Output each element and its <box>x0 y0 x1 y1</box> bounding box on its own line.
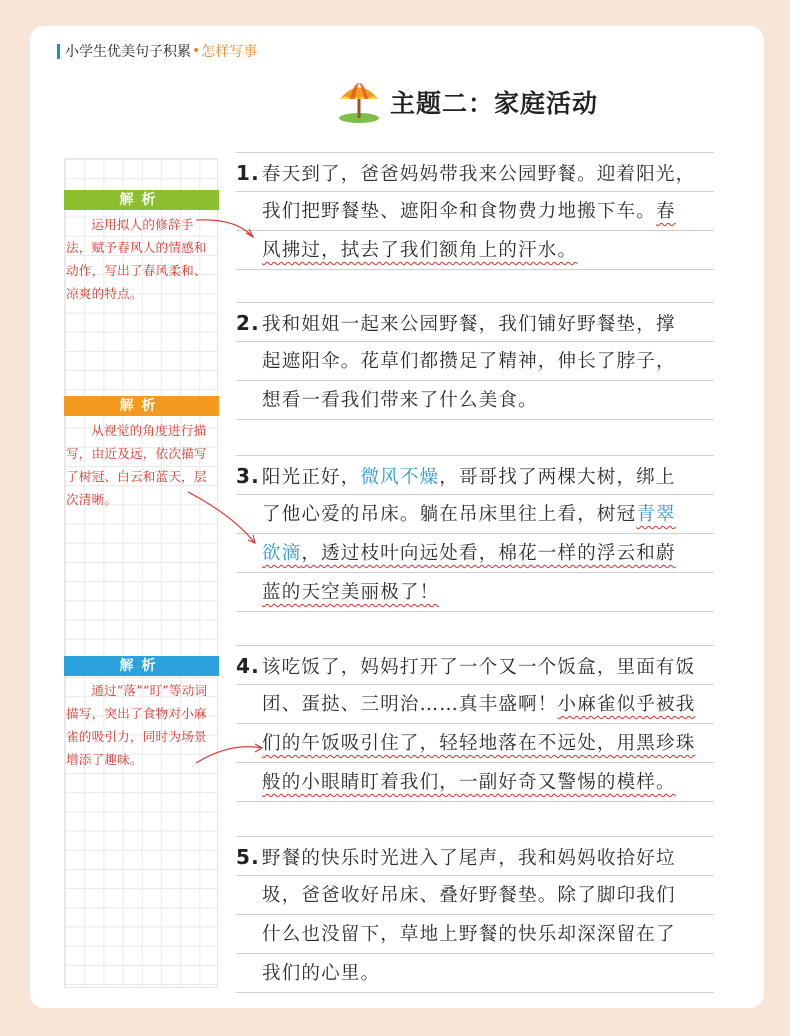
text-segment: 我和姐姐一起来公园野餐，我们铺好野餐垫，撑 <box>261 314 676 335</box>
note-2-text: 从视觉的角度进行描写，由近及远，依次描写了树冠、白云和蓝天，层次清晰。 <box>66 423 207 507</box>
text-line <box>236 455 714 495</box>
note-1-text: 运用拟人的修辞手法，赋予春风人的情感和动作，写出了春风柔和、凉爽的特点。 <box>66 217 207 301</box>
item-number: 5. <box>236 845 260 869</box>
text-line <box>236 915 714 954</box>
text-segment: 了他心爱的吊床。躺在吊床里往上看，树冠 <box>262 504 637 525</box>
item-4 <box>236 645 714 802</box>
text-segment: ，哥哥找了两棵大树，绑上 <box>439 467 676 488</box>
text-line <box>236 836 714 876</box>
text-segment: 什么也没留下，草地上野餐的快乐却深深留在了 <box>262 924 676 945</box>
item-2 <box>236 302 714 420</box>
text-line <box>236 495 714 534</box>
page-title: 主题二：家庭活动 <box>390 89 599 118</box>
text-line <box>236 302 714 342</box>
text-line <box>236 342 714 381</box>
text-segment: 圾，爸爸收好吊床、叠好野餐垫。除了脚印我们 <box>262 885 676 906</box>
header-accent-bar <box>57 44 60 59</box>
text-segment: 春 <box>656 201 676 222</box>
text-segment: ，透过枝叶向远处看，棉花一样的浮云和蔚 <box>301 543 676 564</box>
text-line <box>236 724 714 763</box>
text-line <box>236 645 714 685</box>
text-line <box>236 192 714 231</box>
text-line <box>236 152 714 192</box>
text-segment: 阳光正好， <box>261 467 361 488</box>
text-segment: 该吃饭了，妈妈打开了一个又一个饭盒，里面有饭 <box>261 657 696 678</box>
running-header <box>57 41 257 61</box>
text-segment: 我们把野餐垫、遮阳伞和食物费力地搬下车。 <box>262 201 657 222</box>
item-5 <box>236 836 714 993</box>
text-segment: 我们的心里。 <box>262 963 381 984</box>
text-segment: 们的午饭吸引住了，轻轻地落在不远处，用黑珍珠 <box>262 733 696 754</box>
text-segment: 蓝的天空美丽极了！ <box>262 582 440 603</box>
item-number: 2. <box>236 311 260 335</box>
text-segment: 风拂过，拭去了我们额角上的汗水。 <box>262 240 578 261</box>
text-segment: 起遮阳伞。花草们都攒足了精神，伸长了脖子， <box>262 351 676 372</box>
item-3 <box>236 455 714 612</box>
header-separator: • <box>192 43 201 59</box>
text-line <box>236 573 714 612</box>
note-3-head: 解析 <box>64 656 219 676</box>
section-title: 怎样写事 <box>201 44 258 60</box>
item-number: 4. <box>236 654 260 678</box>
text-segment: 团、蛋挞、三明治……真丰盛啊！ <box>262 694 558 715</box>
text-line <box>236 534 714 573</box>
text-segment: 欲滴 <box>262 543 302 564</box>
text-line <box>236 876 714 915</box>
text-line <box>236 954 714 993</box>
text-line <box>236 763 714 802</box>
text-segment: 青翠 <box>636 504 676 525</box>
text-segment: 小麻雀似乎被我 <box>557 694 696 715</box>
text-segment: 般的小眼睛盯着我们，一副好奇又警惕的模样。 <box>262 772 676 793</box>
note-2-head: 解析 <box>64 396 219 416</box>
text-line <box>236 381 714 420</box>
text-segment: 野餐的快乐时光进入了尾声，我和妈妈收拾好垃 <box>261 848 676 869</box>
page-heading <box>336 80 598 124</box>
item-1 <box>236 152 714 270</box>
text-line <box>236 231 714 270</box>
note-1-head: 解析 <box>64 190 219 210</box>
text-line <box>236 685 714 724</box>
text-segment: 微风不燥 <box>360 467 440 488</box>
umbrella-icon <box>336 80 382 124</box>
item-number: 3. <box>236 464 260 488</box>
note-3-text: 通过“落”“盯”等动词描写，突出了食物对小麻雀的吸引力，同时为场景增添了趣味。 <box>66 683 208 767</box>
text-segment: 想看一看我们带来了什么美食。 <box>262 390 538 411</box>
book-title: 小学生优美句子积累 <box>65 44 191 60</box>
text-segment: 春天到了，爸爸妈妈带我来公园野餐。迎着阳光， <box>261 164 696 185</box>
item-number: 1. <box>236 161 260 185</box>
